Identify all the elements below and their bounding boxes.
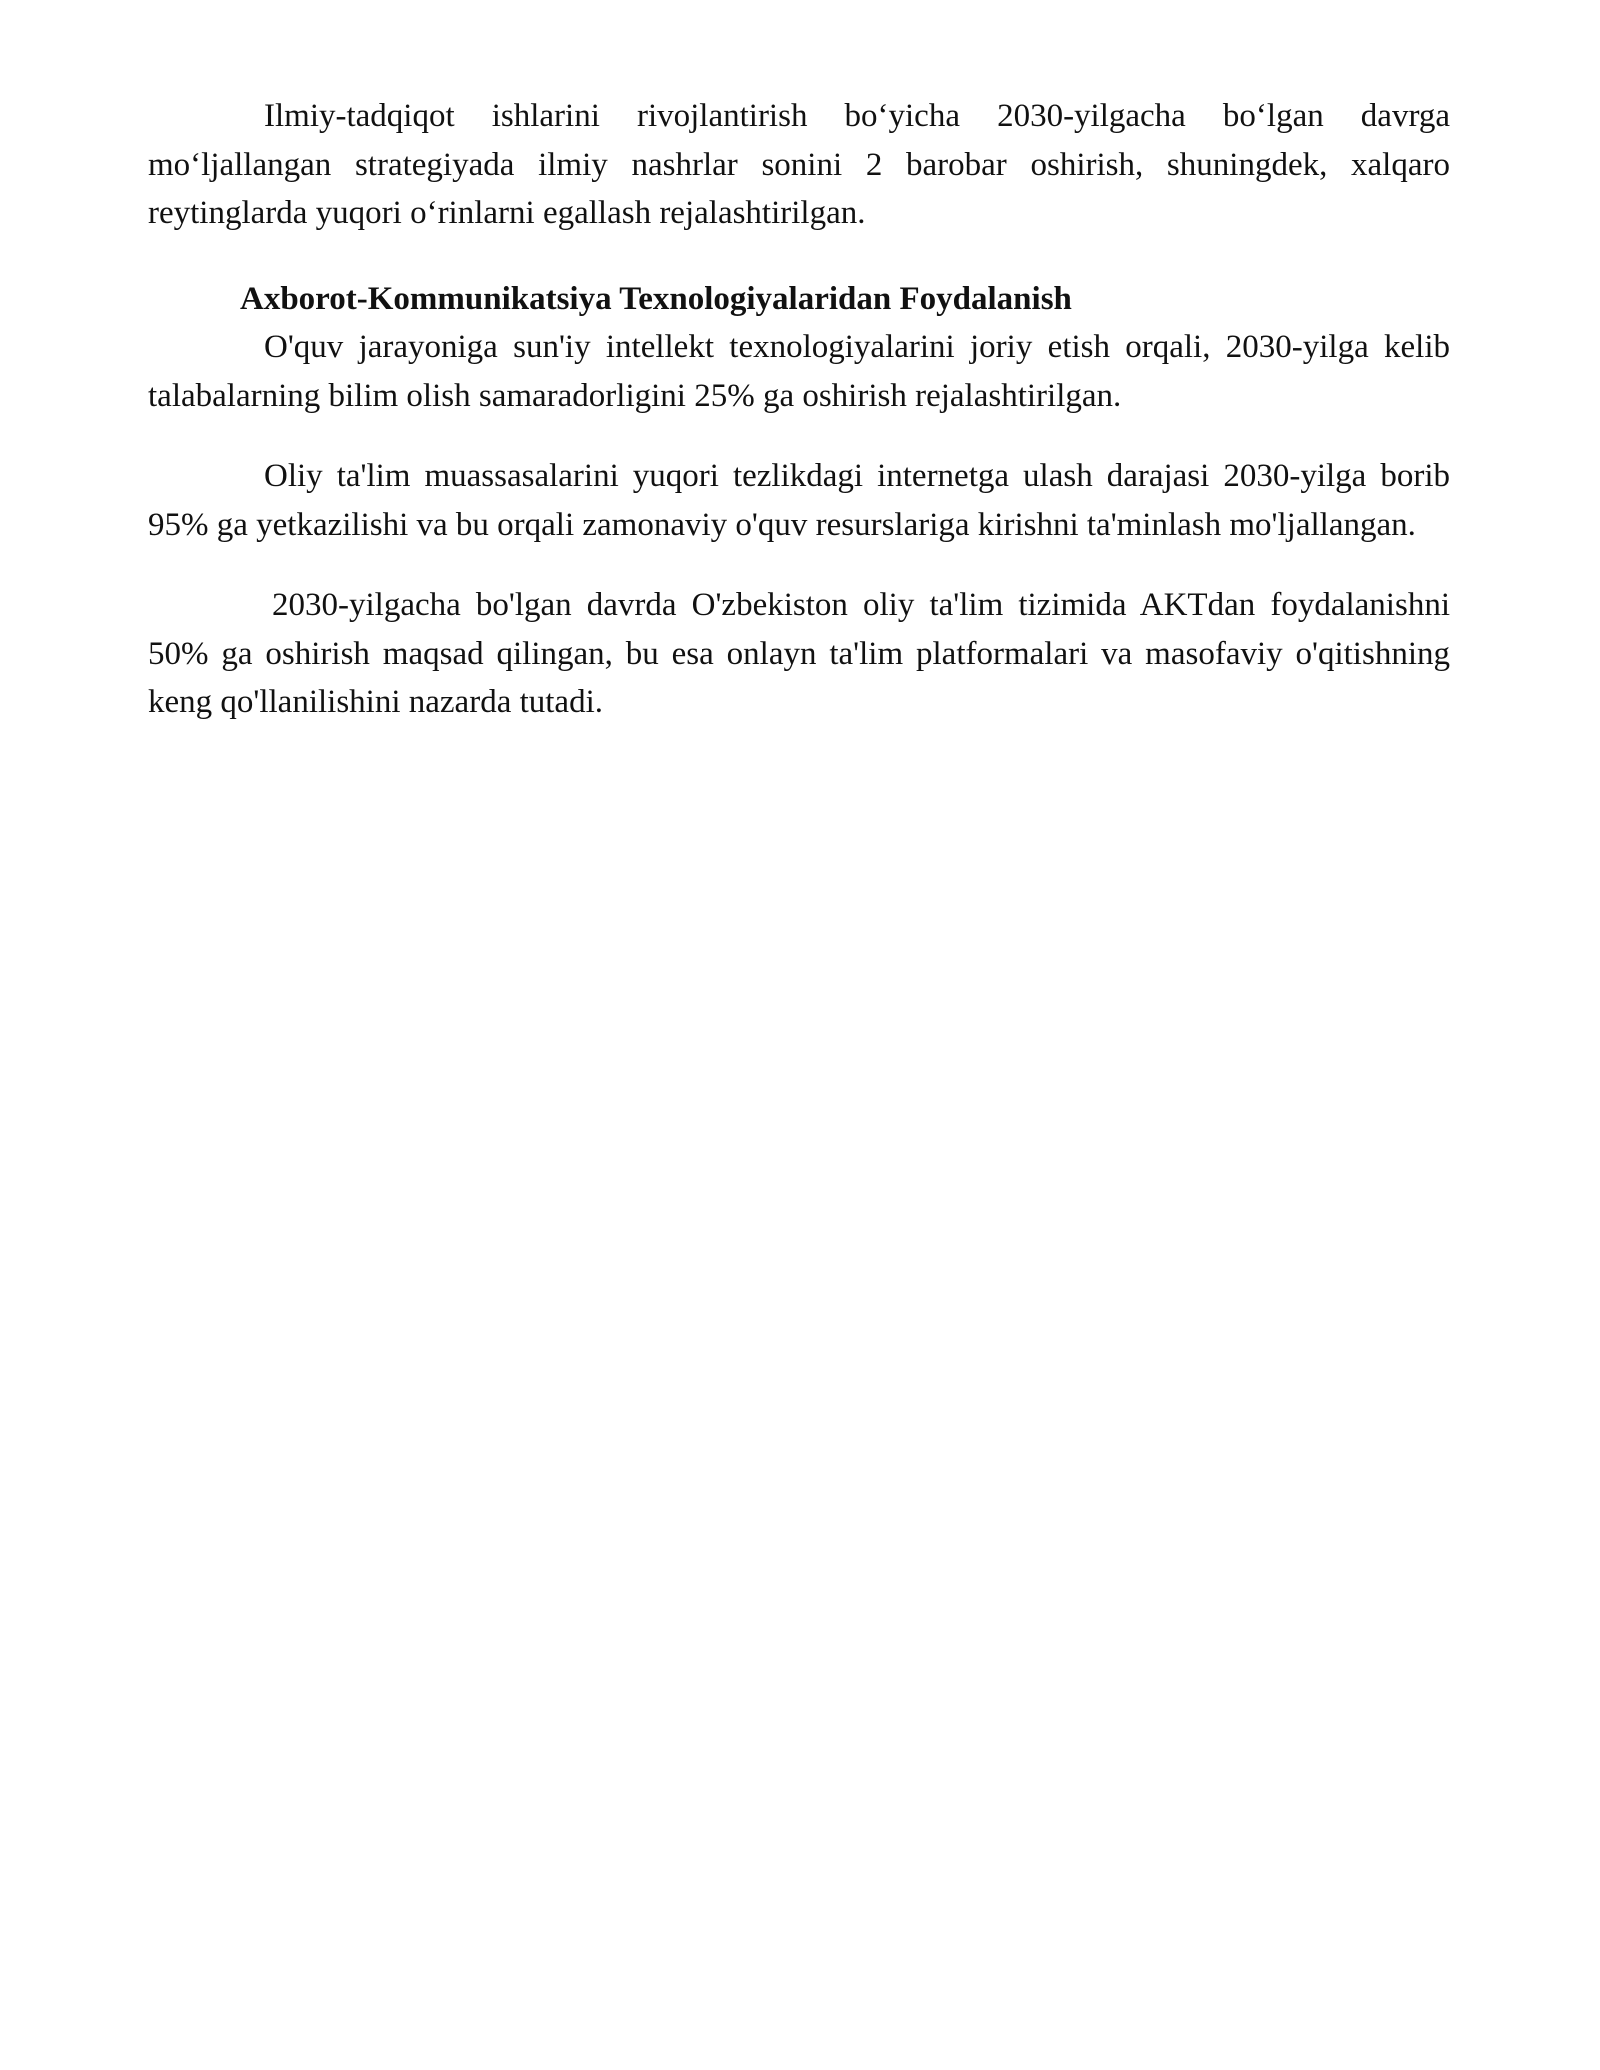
section-heading-ict: Axborot-Kommunikatsiya Texnologiyalaridan Foydalanish	[240, 280, 1072, 317]
paragraph-research-strategy: Ilmiy-tadqiqot ishlarini rivojlantirish bo‘yicha 2030-yilgacha bo‘lgan davrga mo‘ljallangan strategiyada ilmiy nashrlar sonini 2 barobar oshirish, shuningdek, xalqaro reytinglarda yuqori o‘rinlarni egallash rejalashtirilgan.	[148, 98, 1450, 231]
paragraph-ict-usage: 2030-yilgacha bo'lgan davrda O'zbekiston oliy ta'lim tizimida AKTdan foydalanishni 50% ga oshirish maqsad qilingan, bu esa onlayn ta'lim platformalari va masofaviy o'qitishning keng qo'llanilishini nazarda tutadi.	[148, 587, 1450, 720]
paragraph-ai-technologies: O'quv jarayoniga sun'iy intellekt texnologiyalarini joriy etish orqali, 2030-yilga kelib talabalarning bilim olish samaradorligini 25% ga oshirish rejalashtirilgan.	[148, 329, 1450, 414]
paragraph-internet-access: Oliy ta'lim muassasalarini yuqori tezlikdagi internetga ulash darajasi 2030-yilga borib 95% ga yetkazilishi va bu orqali zamonaviy o'quv resurslariga kirishni ta'minlash mo'ljallangan.	[148, 458, 1450, 543]
document-body	[148, 92, 1450, 727]
